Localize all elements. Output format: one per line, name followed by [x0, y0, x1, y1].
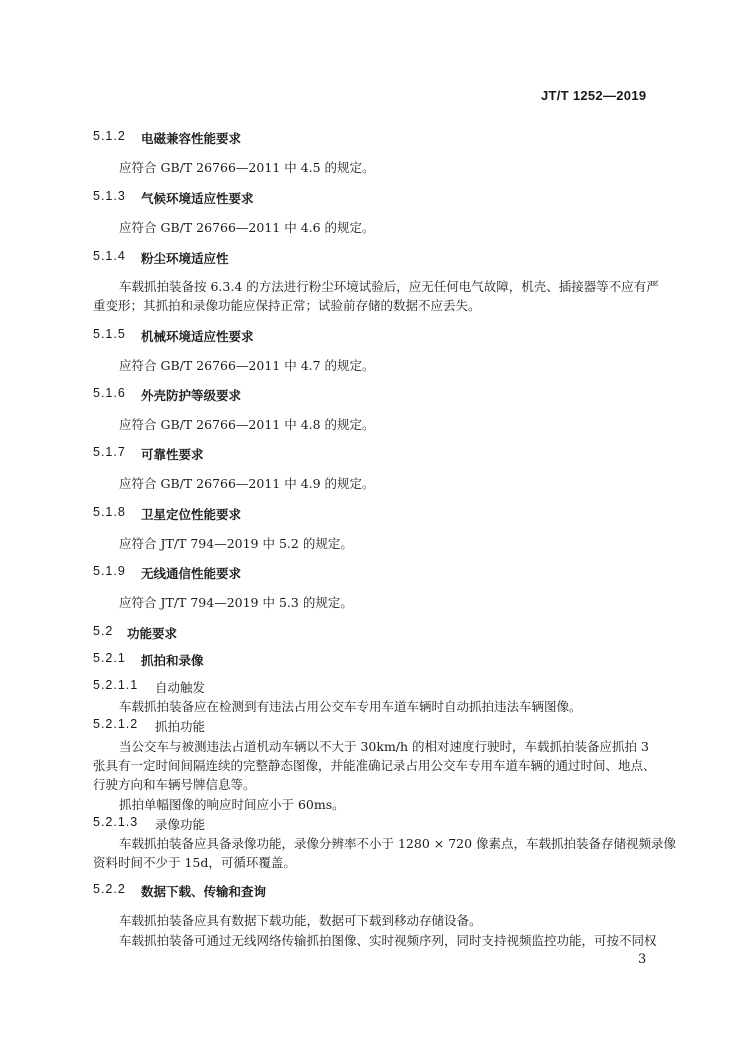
section-number: 5.2.1.1: [93, 678, 139, 692]
section-title: 自动触发: [155, 680, 206, 695]
paragraph-line: 行驶方向和车辆号牌信息等。: [93, 777, 256, 792]
section-number: 5.1.7: [93, 445, 126, 459]
section-number: 5.1.8: [93, 505, 126, 519]
section-number: 5.1.5: [93, 327, 126, 341]
section-number: 5.2.1: [93, 651, 126, 665]
section-title: 电磁兼容性能要求: [141, 131, 242, 146]
paragraph-line: 重变形；其抓拍和录像功能应保持正常；试验前存储的数据不应丢失。: [93, 298, 481, 313]
paragraph: 应符合 GB/T 26766—2011 中 4.5 的规定。: [119, 160, 375, 175]
section-number: 5.1.3: [93, 189, 126, 203]
section-title: 机械环境适应性要求: [141, 329, 254, 344]
section-number: 5.1.9: [93, 564, 126, 578]
section-number: 5.2.1.3: [93, 815, 139, 829]
section-title: 气候环境适应性要求: [141, 191, 254, 206]
paragraph: 应符合 GB/T 26766—2011 中 4.6 的规定。: [119, 220, 375, 235]
section-title: 外壳防护等级要求: [141, 388, 242, 403]
paragraph: 应符合 GB/T 26766—2011 中 4.9 的规定。: [119, 476, 375, 491]
paragraph: 应符合 GB/T 26766—2011 中 4.8 的规定。: [119, 417, 375, 432]
standard-code-header: JT/T 1252—2019: [541, 88, 647, 103]
paragraph: 应符合 JT/T 794—2019 中 5.3 的规定。: [119, 595, 353, 610]
section-number: 5.2.2: [93, 882, 126, 896]
section-number: 5.1.2: [93, 129, 126, 143]
paragraph: 应符合 JT/T 794—2019 中 5.2 的规定。: [119, 536, 353, 551]
paragraph: 应符合 GB/T 26766—2011 中 4.7 的规定。: [119, 358, 375, 373]
section-number: 5.2.1.2: [93, 717, 139, 731]
paragraph-line: 车载抓拍装备应具备录像功能，录像分辨率不小于 1280 × 720 像素点，车载抓拍装备存储视频录像: [119, 836, 677, 851]
paragraph: 车载抓拍装备应在检测到有违法占用公交车专用车道车辆时自动抓拍违法车辆图像。: [119, 699, 582, 714]
section-number: 5.1.6: [93, 386, 126, 400]
section-title: 抓拍和录像: [141, 653, 204, 668]
paragraph-line: 车载抓拍装备可通过无线网络传输抓拍图像、实时视频序列，同时支持视频监控功能，可按不同权: [119, 933, 657, 948]
section-title: 可靠性要求: [141, 447, 204, 462]
section-title: 录像功能: [155, 817, 206, 832]
section-title: 粉尘环境适应性: [141, 251, 229, 266]
paragraph-line: 车载抓拍装备应具有数据下载功能，数据可下载到移动存储设备。: [119, 913, 482, 928]
section-title: 卫星定位性能要求: [141, 507, 242, 522]
section-number: 5.2: [93, 624, 114, 638]
section-title: 抓拍功能: [155, 719, 206, 734]
paragraph-line: 资料时间不少于 15d，可循环覆盖。: [93, 855, 296, 870]
section-title: 数据下载、传输和查询: [141, 884, 267, 899]
paragraph-line: 张具有一定时间间隔连续的完整静态图像，并能准确记录占用公交车专用车道车辆的通过时间、地点、: [93, 758, 656, 773]
paragraph-line: 当公交车与被测违法占道机动车辆以不大于 30km/h 的相对速度行驶时，车载抓拍装备应抓拍 3: [119, 739, 649, 754]
section-number: 5.1.4: [93, 249, 126, 263]
paragraph-line: 车载抓拍装备按 6.3.4 的方法进行粉尘环境试验后，应无任何电气故障，机壳、插接器等不应有严: [119, 279, 659, 294]
section-title: 无线通信性能要求: [141, 566, 242, 581]
section-title: 功能要求: [127, 626, 178, 641]
page-number: 3: [638, 952, 647, 967]
paragraph-line: 抓拍单幅图像的响应时间应小于 60ms。: [119, 797, 345, 812]
